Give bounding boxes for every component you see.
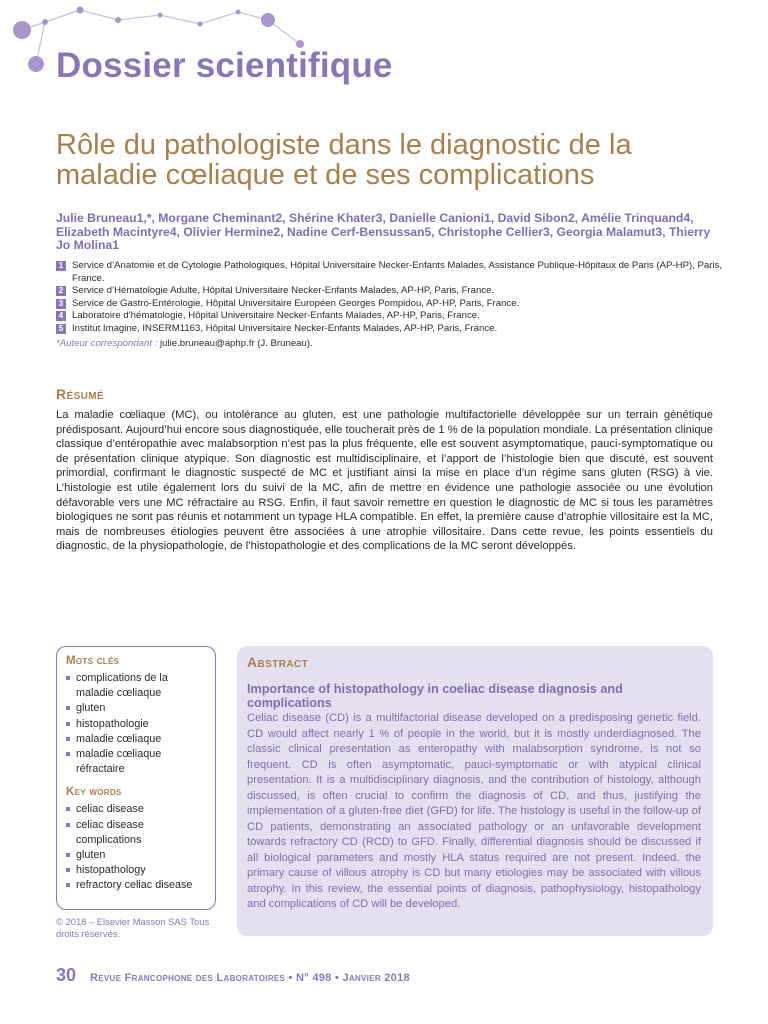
keyword-item: [66, 732, 207, 747]
page-number: 30: [56, 965, 77, 985]
keyword-text: maladie cœliaque réfractaire: [76, 748, 162, 776]
affiliation-text: Institut Imagine, INSERM1163, Hôpital Universitaire Necker-Enfants Malades, AP-HP, Paris, France.: [72, 322, 498, 334]
keywords-fr-list: [66, 671, 207, 777]
keywords-en-heading: Key words: [66, 786, 122, 799]
keyword-text: gluten: [76, 702, 106, 715]
keyword-text: gluten: [76, 849, 106, 862]
square-bullet-icon: [66, 752, 70, 756]
keyword-item: [66, 701, 207, 716]
square-bullet-icon: [66, 807, 70, 811]
affiliation-number: 2: [56, 286, 66, 296]
abstract-box: [237, 646, 713, 936]
abstract-title: Importance of histopathology in coeliac disease diagnosis and complications: [247, 682, 623, 710]
keyword-text: celiac disease complications: [76, 818, 144, 846]
keyword-text: histopathologie: [76, 717, 149, 730]
affiliation-text: Service de Gastro-Entérologie, Hôpital Universitaire Européen Georges Pompidou, AP-HP, Paris, France.: [72, 297, 520, 309]
abstract-heading: Abstract: [247, 654, 309, 670]
abstract-body: Celiac disease (CD) is a multifactorial disease developed on a predisposing genetic field. CD would affect nearly 1 % of people in the world, but it is mostly underdiagnosed. The classic clinical presentation as enteropathy with malabsorption syndrome, is not so frequent. CD is often asymptomatic, pauci-symptomatic or with atypical clinical presentation. It is a multidisciplinary diagnosis, and the contribution of histology, although discussed, is often crucial to confirm the diagnosis of CD, and thus, justifying the implementation of a gluten-free diet (GFD) for life. The histology is useful in the follow-up of CD patients, demonstrating an associated pathology or an unfavorable development towards refractory CD (RCD) to GFD. Finally, differential diagnosis should be discussed if all biological parameters and mostly HLA status required are not present. Indeed, the primary cause of villous atrophy is CD but many etiologies may be associated with villous atrophy. In this review, the essential points of diagnosis, pathophysiology, histopathology and complications of CD will be developed.: [247, 712, 701, 910]
affiliation-item: [56, 298, 726, 311]
keyword-text: complications de la maladie cœliaque: [76, 672, 168, 700]
affiliation-item: [56, 285, 726, 298]
journal-citation: Revue Francophone des Laboratoires • N° 498 • Janvier 2018: [90, 972, 410, 984]
square-bullet-icon: [66, 883, 70, 887]
affiliation-number: 3: [56, 299, 66, 309]
affiliation-number: 1: [56, 261, 66, 271]
keyword-item: [66, 717, 207, 732]
affiliation-item: [56, 260, 726, 285]
keyword-item: [66, 671, 207, 701]
square-bullet-icon: [66, 737, 70, 741]
resume-body: La maladie cœliaque (MC), ou intolérance au gluten, est une pathologie multifactorielle développée sur un terrain génétique prédisposant. Aujourd’hui encore sous diagnostiquée, elle toucherait près de 1 % de la population mondiale. La présentation clinique classique d’entéropathie avec malabsorption n’est pas la plus fréquente, elle est souvent asymptomatique, pauci-symptomatique ou de présentation clinique atypique. Son diagnostic est multidisciplinaire, et l’apport de l’histologie bien que discuté, est souvent primordial, confirmant le diagnostic suspecté de MC et justifiant ainsi la mise en place d’un régime sans gluten (RSG) à vie. L’histologie est utile également lors du suivi de la MC, afin de mettre en évidence une pathologie associée ou une évolution défavorable vers une MC réfractaire au RSG. Enfin, il faut savoir remettre en question le diagnostic de MC si tous les paramètres biologiques ne sont pas réunis et notamment un typage HLA compatible. En effet, la première cause d’atrophie villositaire est la MC, mais de nombreuses étiologies peuvent être associées à une atrophie villositaire. Dans cette revue, les points essentiels du diagnostic, de la physiopathologie, de l’histopathologie et des complications de la MC seront développés.: [56, 409, 713, 553]
keywords-en-list: [66, 802, 207, 893]
keywords-box: [56, 646, 216, 910]
square-bullet-icon: [66, 868, 70, 872]
corresponding-author: [56, 337, 726, 350]
affiliation-item: [56, 310, 726, 323]
square-bullet-icon: [66, 823, 70, 827]
resume-heading: Résumé: [56, 386, 105, 402]
page-footer: [56, 965, 656, 986]
corresponding-label: *Auteur correspondant :: [56, 337, 158, 349]
keyword-text: histopathology: [76, 864, 146, 877]
keyword-item: [66, 878, 207, 893]
affiliation-item: [56, 323, 726, 336]
affiliation-number: 5: [56, 324, 66, 334]
square-bullet-icon: [66, 676, 70, 680]
copyright-notice: © 2018 – Elsevier Masson SAS Tous droits réservés.: [56, 916, 210, 939]
affiliation-number: 4: [56, 311, 66, 321]
square-bullet-icon: [66, 722, 70, 726]
square-bullet-icon: [66, 853, 70, 857]
keywords-fr-heading: Mots clés: [66, 655, 120, 667]
keyword-text: refractory celiac disease: [76, 879, 193, 892]
article-title: Rôle du pathologiste dans le diagnostic de la maladie cœliaque et de ses complications: [56, 129, 632, 191]
keyword-item: [66, 747, 207, 777]
square-bullet-icon: [66, 706, 70, 710]
affiliation-text: Laboratoire d’hématologie, Hôpital Universitaire Necker-Enfants Malades, AP-HP, Paris, France.: [72, 310, 480, 322]
affiliation-text: Service d’Anatomie et de Cytologie Pathologiques, Hôpital Universitaire Necker-Enfants Malades, Assistance Publique-Hôpitaux de Paris (AP-HP), Paris, France.: [72, 260, 723, 284]
keyword-item: [66, 802, 207, 817]
affiliations: [56, 260, 726, 350]
affiliation-text: Service d’Hématologie Adulte, Hôpital Universitaire Necker-Enfants Malades, AP-HP, Paris, France.: [72, 285, 495, 297]
corresponding-email[interactable]: julie.bruneau@aphp.fr (J. Bruneau).: [160, 337, 313, 349]
keyword-item: [66, 818, 207, 848]
keyword-text: celiac disease: [76, 803, 144, 816]
section-label: Dossier scientifique: [56, 46, 393, 85]
keyword-text: maladie cœliaque: [76, 732, 162, 745]
author-list: Julie Bruneau1,*, Morgane Cheminant2, Shérine Khater3, Danielle Canioni1, David Sibon2, Amélie Trinquand4, Elizabeth Macintyre4, Olivier Hermine2, Nadine Cerf-Bensussan5, Christophe Cellier3, Georgia Malamut3, Thierry Jo Molina1: [56, 211, 711, 253]
keyword-item: [66, 848, 207, 863]
keyword-item: [66, 863, 207, 878]
